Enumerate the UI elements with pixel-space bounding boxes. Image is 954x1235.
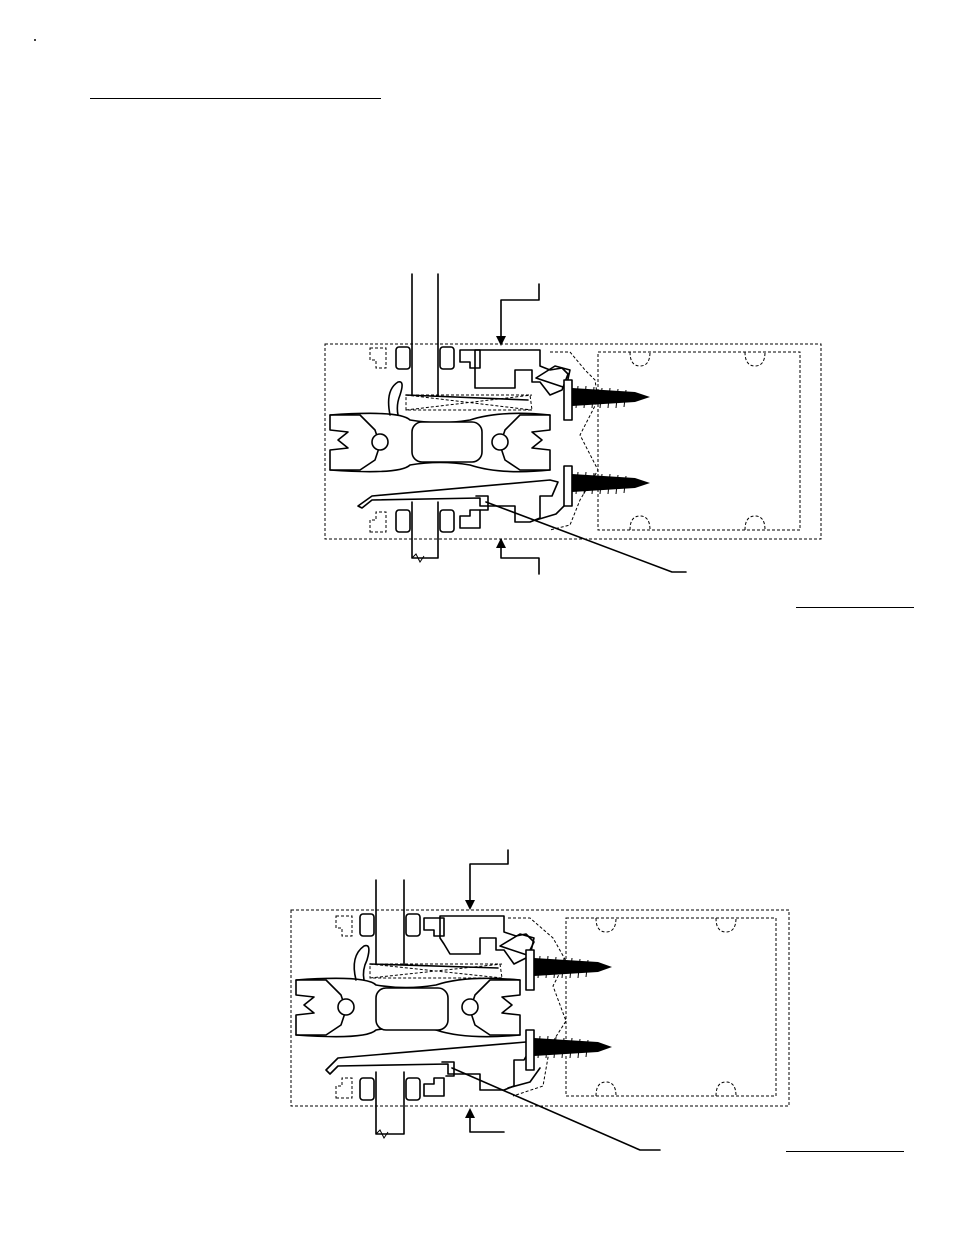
section-detail-2: [268, 846, 888, 1146]
corner-mark: [34, 39, 36, 41]
screw-icon: [526, 950, 612, 990]
tube-section: [598, 352, 800, 530]
heading-rule: [90, 98, 381, 99]
anchor-callout-lower: [465, 1108, 504, 1132]
anchor-callout-lower: [496, 538, 539, 574]
tube-section: [566, 918, 776, 1096]
caption-rule-detail-1: [796, 607, 914, 608]
screw-icon: [564, 380, 650, 420]
anchor-callout: [465, 850, 508, 910]
frame-outline: [291, 910, 789, 1106]
arrow-icon: [465, 900, 475, 910]
screw-icon: [564, 466, 650, 506]
section-detail-1: [300, 270, 920, 590]
clip-leader: [486, 502, 686, 572]
glass-pane-icon: [412, 274, 438, 562]
screw-icon: [526, 1030, 612, 1070]
anchor-callout: [496, 284, 539, 346]
clip-leader: [452, 1068, 660, 1150]
caption-rule-detail-2: [786, 1151, 904, 1152]
arrow-icon: [465, 1108, 475, 1118]
